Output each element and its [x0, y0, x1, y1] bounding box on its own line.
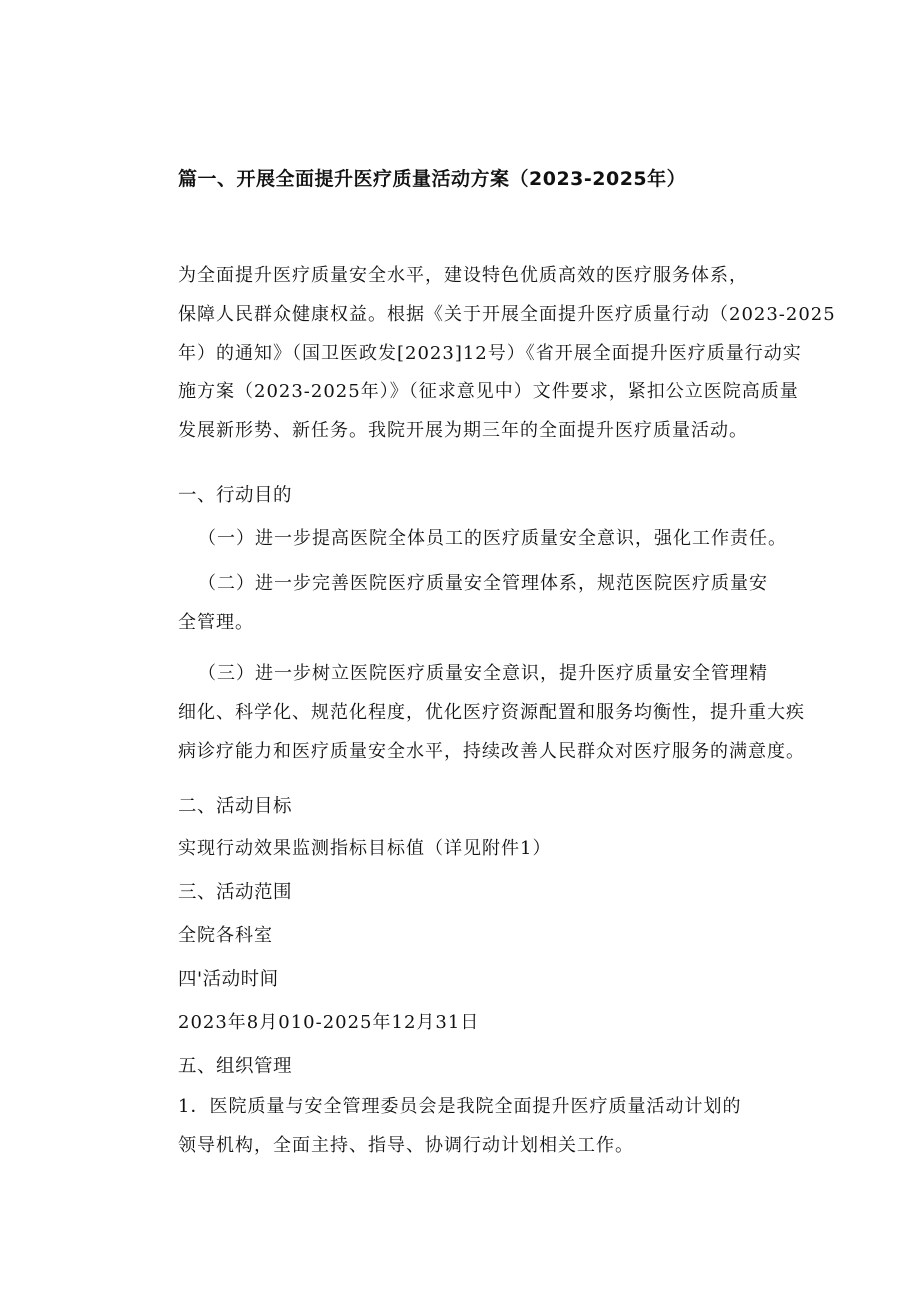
purpose-item-3-line: （三）进一步树立医院医疗质量安全意识，提升医疗质量安全管理精	[198, 663, 768, 684]
purpose-item-1	[198, 520, 798, 559]
intro-paragraph	[178, 257, 836, 451]
section-heading-goals: 二、活动目标	[178, 796, 293, 817]
goals-text: 实现行动效果监测指标目标值（详见附件1）	[178, 838, 552, 859]
scope-text: 全院各科室	[178, 925, 273, 946]
purpose-item-2	[178, 565, 790, 643]
document-title: 篇一、开展全面提升医疗质量活动方案（2023-2025年）	[178, 168, 687, 190]
section-heading-purpose: 一、行动目的	[178, 485, 293, 506]
section-heading-scope: 三、活动范围	[178, 882, 293, 903]
intro-line: 发展新形势、新任务。我院开展为期三年的全面提升医疗质量活动。	[178, 420, 748, 442]
section-heading-time: 四'活动时间	[178, 969, 279, 990]
intro-line: 年）的通知》（国卫医政发[2023]12号）《省开展全面提升医疗质量行动实	[178, 342, 802, 364]
purpose-item-3	[178, 655, 805, 771]
organization-item-1	[178, 1088, 790, 1166]
section-heading-organization: 五、组织管理	[178, 1056, 293, 1077]
purpose-item-3-line: 病诊疗能力和医疗质量安全水平，持续改善人民群众对医疗服务的满意度。	[178, 740, 805, 762]
purpose-item-1-line: （一）进一步提高医院全体员工的医疗质量安全意识，强化工作责任。	[198, 528, 787, 549]
intro-line: 施方案（2023-2025年）》（征求意见中）文件要求，紧扣公立医院高质量	[178, 381, 799, 403]
purpose-item-2-line: （二）进一步完善医院医疗质量安全管理体系，规范医院医疗质量安	[198, 573, 768, 594]
intro-line: 为全面提升医疗质量安全水平，建设特色优质高效的医疗服务体系，	[178, 265, 748, 286]
purpose-item-3-line: 细化、科学化、规范化程度，优化医疗资源配置和服务均衡性，提升重大疾	[178, 701, 805, 723]
purpose-item-2-line: 全管理。	[178, 611, 254, 633]
organization-item-1-line: 领导机构，全面主持、指导、协调行动计划相关工作。	[178, 1134, 634, 1156]
organization-item-1-line: 1．医院质量与安全管理委员会是我院全面提升医疗质量活动计划的	[178, 1096, 742, 1117]
time-text: 2023年8月010-2025年12月31日	[178, 1012, 480, 1033]
intro-line: 保障人民群众健康权益。根据《关于开展全面提升医疗质量行动（2023-2025	[178, 303, 836, 325]
